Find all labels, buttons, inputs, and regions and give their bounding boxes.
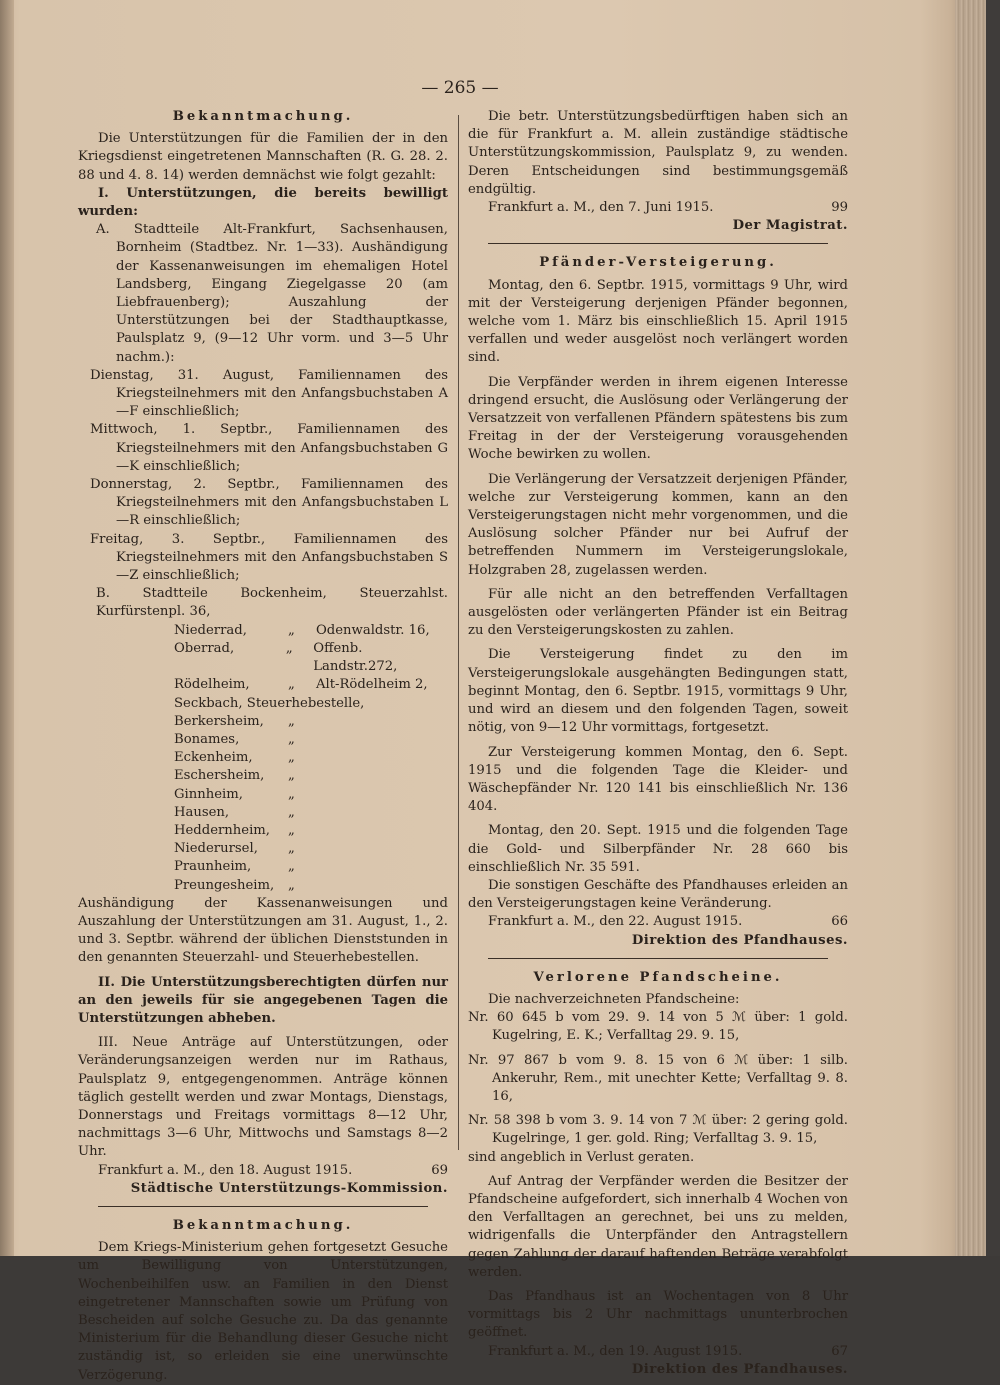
district-row: Praunheim, „ xyxy=(174,859,295,875)
district-row: Niederrad, „ Odenwaldstr. 16, xyxy=(174,622,430,638)
separator-rule xyxy=(488,243,828,244)
pfandhaus-signature-2: Direktion des Pfandhauses. xyxy=(631,1361,848,1377)
bekanntmachung-2-text: Dem Kriegs-Ministerium gehen fortgesetzt Gesuche um Bewilligung von Unterstützungen, Wochenbeihilfen usw. an Familien in den Dienst eingetretener Mannschaften sowie um Prüfung von Bescheiden auf solche Gesuche zu. Da das genannte Ministerium für die Behandlung dieser Gesuche nicht zuständig ist, so erleiden sie eine unerwünschte Verzögerung. xyxy=(78,1240,448,1383)
district-row: Eschersheim, „ xyxy=(174,768,295,784)
lost-tickets-status: sind angeblich in Verlust geraten. xyxy=(468,1149,695,1165)
continued-notice-text: Die betr. Unterstützungsbedürftigen haben sich an die für Frankfurt a. M. allein zuständige städtische Unterstützungskommission, Paulsplatz 9, zu wenden. Deren Entscheidungen sind bestimmungsgemäß endgültig. xyxy=(468,109,848,197)
auction-paragraph-5: Die Versteigerung findet zu den im Versteigerungslokale ausgehängten Bedingungen statt, beginnt Montag, den 6. Septbr. 1915, vormittags 9 Uhr, und wird an diesem und den folgenden Tagen, soweit nötig, von 9—12 Uhr vormittags, fortgesetzt. xyxy=(468,647,848,736)
auction-paragraph-3: Die Verlängerung der Versatzzeit derjenigen Pfänder, welche zur Versteigerung kommen, kann an den Versteigerungstagen nicht mehr vorgenommen, und die Auslösung solcher Pfänder nur bei Aufruf der betreffenden Nummern im Versteigerungslokale, Holzgraben 28, zugelassen werden. xyxy=(468,471,848,578)
district-row: Ginnheim, „ xyxy=(174,786,295,802)
page-stack-edge xyxy=(955,0,1000,1256)
notice-number: 66 xyxy=(831,914,848,930)
schedule-day-4: Freitag, 3. Septbr., Familiennamen des Kriegsteilnehmers mit den Anfangsbuchstaben S—Z einschließlich; xyxy=(90,531,448,584)
bekanntmachung-1-title: Bekanntmachung. xyxy=(172,109,354,124)
lost-tickets-intro: Die nachverzeichneten Pfandscheine: xyxy=(488,991,740,1007)
district-row: Seckbach, Steuerhebestelle, xyxy=(174,695,365,711)
date-text: Frankfurt a. M., den 19. August 1915. xyxy=(488,1343,743,1359)
date-text: Frankfurt a. M., den 7. Juni 1915. xyxy=(488,200,714,216)
auction-paragraph-1: Montag, den 6. Septbr. 1915, vormittags 9 Uhr, wird mit der Versteigerung derjenigen Pfänder begonnen, welche vom 1. März bis einschließlich 15. April 1915 verfallen und weder ausgelöst noch verlängert worden sind. xyxy=(468,277,848,366)
district-list xyxy=(78,622,448,895)
schedule-day-3: Donnerstag, 2. Septbr., Familiennamen des Kriegsteilnehmers mit den Anfangsbuchstaben L—R einschließlich; xyxy=(90,477,448,529)
section-a-text: A. Stadtteile Alt-Frankfurt, Sachsenhausen, Bornheim (Stadtbez. Nr. 1—33). Aushändigung der Kassenanweisungen im ehemaligen Hotel Landsberg, Eingang Ziegelgasse 20 (am Liebfrauenberg); Auszahlung der Unterstützungen bei der Stadthauptkasse, Paulsplatz 9, (9—12 Uhr vorm. und 3—5 Uhr nachm.): xyxy=(96,222,448,365)
district-row: Rödelheim, „ Alt-Rödelheim 2, xyxy=(174,677,428,693)
separator-rule xyxy=(488,958,828,959)
lost-tickets-paragraph-1: Auf Antrag der Verpfänder werden die Besitzer der Pfandscheine aufgefordert, sich innerhalb 4 Wochen von den Verfalltagen an gerechnet, bei uns zu melden, widrigenfalls die Unterpfänder den Antragstellern gegen Zahlung der darauf haftenden Beträge verabfolgt werden. xyxy=(468,1173,848,1280)
separator-rule xyxy=(98,1206,428,1207)
district-row: Preungesheim, „ xyxy=(174,877,295,893)
right-column xyxy=(468,108,848,1379)
district-row: Niederursel, „ xyxy=(174,841,295,857)
auction-paragraph-7: Montag, den 20. Sept. 1915 und die folgenden Tage die Gold- und Silberpfänder Nr. 28 660 bis einschließlich Nr. 35 591. xyxy=(468,823,848,875)
district-row: Hausen, „ xyxy=(174,804,295,820)
left-page-edge xyxy=(0,0,14,1256)
pfaender-versteigerung-title: Pfänder-Versteigerung. xyxy=(539,255,777,271)
auction-paragraph-2: Die Verpfänder werden in ihrem eigenen Interesse dringend ersucht, die Auslösung oder Verlängerung der Versatzzeit von verfallenen Pfändern spätestens bis zum Freitag in der der Versteigerung vorausgehenden Woche bewirken zu wollen. xyxy=(468,374,848,463)
notice-number: 67 xyxy=(831,1343,848,1359)
bekanntmachung-1-intro: Die Unterstützungen für die Familien der in den Kriegsdienst eingetretenen Mannschaften (R. G. 28. 2. 88 und 4. 8. 14) werden demnächst wie folgt gezahlt: xyxy=(78,131,448,183)
lost-ticket-entry: Nr. 97 867 b vom 9. 8. 15 von 6 ℳ über: 1 silb. Ankeruhr, Rem., mit unechter Kette; Verfalltag 9. 8. 16, xyxy=(468,1052,848,1104)
lost-tickets-dateline xyxy=(468,1343,848,1361)
date-text: Frankfurt a. M., den 22. August 1915. xyxy=(488,914,743,930)
magistrat-signature: Der Magistrat. xyxy=(732,218,848,234)
schedule-day-2: Mittwoch, 1. Septbr., Familiennamen des Kriegsteilnehmers mit den Anfangsbuchstaben G—K einschließlich; xyxy=(90,422,448,474)
section-b-text: Aushändigung der Kassenanweisungen und Auszahlung der Unterstützungen am 31. August, 1., 2. und 3. Septbr. während der üblichen Dienststunden in den genannten Steuerzahl- und Steuerhebestellen. xyxy=(78,895,448,966)
section-b-heading: B. Stadtteile Bockenheim, Steuerzahlst. Kurfürstenpl. 36, xyxy=(96,586,448,620)
bekanntmachung-1-dateline xyxy=(78,1162,448,1180)
bekanntmachung-1-signature: Städtische Unterstützungs-Kommission. xyxy=(130,1180,448,1196)
auction-dateline xyxy=(468,913,848,931)
continued-notice-dateline xyxy=(468,199,848,217)
district-row: Bonames, „ xyxy=(174,731,295,747)
district-row: Berkersheim, „ xyxy=(174,713,295,729)
district-row: Heddernheim, „ xyxy=(174,822,295,838)
page-number: — 265 — xyxy=(421,78,499,98)
lost-ticket-entry: Nr. 60 645 b vom 29. 9. 14 von 5 ℳ über: 1 gold. Kugelring, E. K.; Verfalltag 29. 9. 15, xyxy=(468,1010,848,1044)
section-3-text: III. Neue Anträge auf Unterstützungen, oder Veränderungsanzeigen werden nur im Rathaus, Paulsplatz 9, entgegengenommen. Anträge können täglich gestellt werden und zwar Montags, Dienstags, Donnerstags und Freitags vormittags 8—12 Uhr, nachmittags 3—6 Uhr, Mittwochs und Samstags 8—2 Uhr. xyxy=(78,1035,448,1160)
district-row: Eckenheim, „ xyxy=(174,750,295,766)
auction-paragraph-8: Die sonstigen Geschäfte des Pfandhauses erleiden an den Versteigerungstagen keine Veränderung. xyxy=(468,877,848,912)
schedule-day-1: Dienstag, 31. August, Familiennamen des Kriegsteilnehmers mit den Anfangsbuchstaben A—F einschließlich; xyxy=(90,367,448,420)
pfandhaus-signature: Direktion des Pfandhauses. xyxy=(631,932,848,948)
auction-paragraph-6: Zur Versteigerung kommen Montag, den 6. Sept. 1915 und die folgenden Tage die Kleider- und Wäschepfänder Nr. 120 141 bis einschließlich Nr. 136 404. xyxy=(468,744,848,815)
bekanntmachung-2-title: Bekanntmachung. xyxy=(172,1217,354,1233)
section-1-heading: I. Unterstützungen, die bereits bewilligt wurden: xyxy=(78,185,448,220)
lost-ticket-entry: Nr. 58 398 b vom 3. 9. 14 von 7 ℳ über: 2 gering gold. Kugelringe, 1 ger. gold. Ring; Verfalltag 3. 9. 15, xyxy=(468,1113,848,1147)
notice-number: 99 xyxy=(831,200,848,216)
left-column xyxy=(78,108,448,1385)
date-text: Frankfurt a. M., den 18. August 1915. xyxy=(98,1162,353,1178)
notice-number: 69 xyxy=(431,1162,448,1178)
section-2-text: II. Die Unterstützungsberechtigten dürfen nur an den jeweils für sie angegebenen Tagen die Unterstützungen abheben. xyxy=(78,974,448,1026)
lost-tickets-paragraph-2: Das Pfandhaus ist an Wochentagen von 8 Uhr vormittags bis 2 Uhr nachmittags ununterbrochen geöffnet. xyxy=(468,1288,848,1341)
column-divider xyxy=(458,115,459,1150)
verlorene-pfandscheine-title: Verlorene Pfandscheine. xyxy=(533,969,783,985)
auction-paragraph-4: Für alle nicht an den betreffenden Verfalltagen ausgelösten oder verlängerten Pfänder ist ein Beitrag zu den Versteigerungskosten zu zahlen. xyxy=(468,586,848,639)
district-row: Oberrad, „ Offenb. Landstr.272, xyxy=(174,640,398,675)
